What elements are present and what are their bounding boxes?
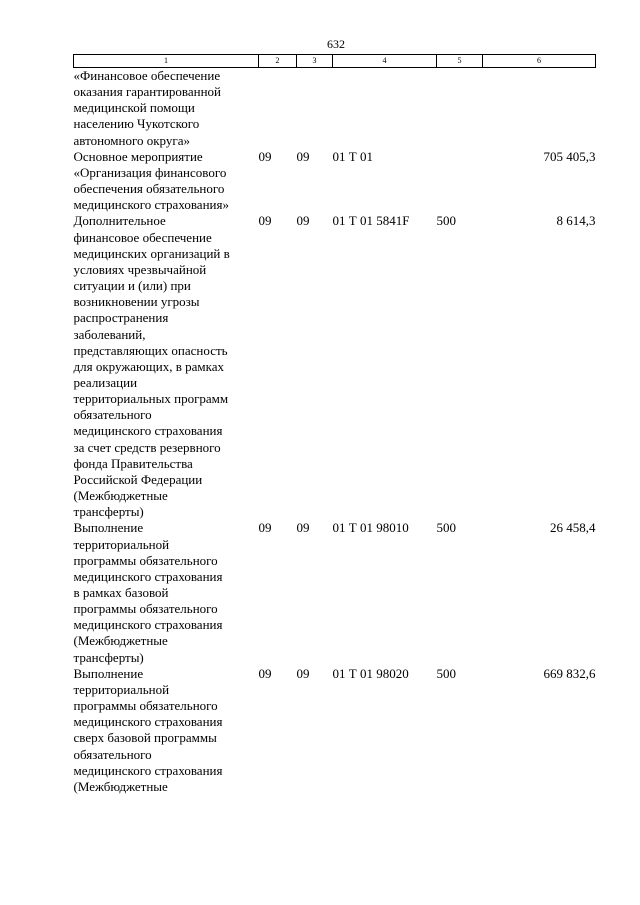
row-cell-3: 09 — [296, 665, 310, 681]
table-row — [74, 213, 596, 520]
table-row — [74, 68, 596, 149]
row-name-line: медицинского страхования — [73, 714, 223, 730]
row-name-line: условиях чрезвычайной — [73, 261, 207, 277]
row-name-line: Выполнение — [73, 665, 144, 681]
column-number-header — [74, 55, 596, 68]
row-name-line: финансовое обеспечение — [73, 229, 212, 245]
row-cell-4: 01 Т 01 5841F — [332, 213, 410, 229]
row-cell-5 — [437, 68, 483, 149]
row-cell-6: 26 458,4 — [550, 520, 596, 536]
row-name-line: медицинского страхования — [73, 568, 223, 584]
table-row — [74, 149, 596, 214]
row-name-line: представляющих опасность — [73, 342, 228, 358]
row-name-cell — [74, 68, 259, 149]
row-name-line: программы обязательного — [73, 698, 218, 714]
row-name-line: возникновении угрозы — [73, 294, 200, 310]
row-cell-2: 09 — [258, 665, 272, 681]
row-cell-2: 09 — [258, 520, 272, 536]
row-name-line: сверх базовой программы — [73, 730, 217, 746]
row-name-line: медицинских организаций в — [73, 245, 230, 261]
row-name-line: реализации — [73, 374, 138, 390]
row-name-line: обязательного — [73, 407, 152, 423]
table-body — [74, 68, 596, 796]
row-name-line: трансферты) — [73, 504, 144, 520]
row-name-line: автономного округа» — [73, 132, 190, 148]
row-name-line: «Организация финансового — [73, 164, 227, 180]
row-name-line: обязательного — [73, 746, 152, 762]
row-cell-4: 01 Т 01 98020 — [332, 665, 409, 681]
row-name-line: оказания гарантированной — [73, 84, 222, 100]
row-name-line: территориальной — [73, 536, 170, 552]
row-name-line: (Межбюджетные — [73, 633, 168, 649]
column-header-3: 3 — [297, 55, 333, 68]
row-cell-3: 09 — [296, 520, 310, 536]
row-cell-3: 09 — [296, 213, 310, 229]
row-name-line: для окружающих, в рамках — [73, 358, 225, 374]
row-name-line: в рамках базовой — [73, 585, 169, 600]
row-cell-2: 09 — [258, 148, 272, 164]
row-name-line: за счет средств резервного — [73, 439, 221, 455]
row-cell-3 — [297, 68, 333, 149]
row-cell-5: 500 — [436, 665, 456, 681]
column-header-1: 1 — [74, 55, 259, 68]
row-cell-3: 09 — [296, 148, 310, 164]
row-name-line: медицинского страхования — [73, 762, 223, 778]
row-name-line: Российской Федерации — [73, 471, 203, 487]
row-name-line: «Финансовое обеспечение — [73, 68, 221, 83]
table-row — [74, 666, 596, 795]
row-name-line: медицинского страхования — [73, 617, 223, 633]
column-header-5: 5 — [437, 55, 483, 68]
row-name-line: Основное мероприятие — [73, 148, 203, 164]
row-cell-6: 705 405,3 — [543, 148, 596, 164]
row-name-line: программы обязательного — [73, 552, 218, 568]
row-cell-2: 09 — [258, 213, 272, 229]
row-cell-6: 669 832,6 — [543, 665, 596, 681]
column-header-4: 4 — [333, 55, 437, 68]
row-cell-5: 500 — [436, 520, 456, 536]
row-name-line: медицинского страхования — [73, 423, 223, 439]
row-name-line: медицинского страхования» — [73, 197, 229, 213]
row-cell-5 — [437, 149, 483, 214]
row-name-line: территориальных программ — [73, 391, 229, 407]
row-name-line: медицинской помощи — [73, 100, 195, 116]
row-name-line: населению Чукотского — [73, 116, 200, 132]
row-name-line: трансферты) — [73, 649, 144, 665]
row-name-line: заболеваний, — [73, 326, 146, 342]
row-cell-2 — [259, 68, 297, 149]
row-name-line: (Межбюджетные — [73, 488, 168, 504]
row-name-line: фонда Правительства — [73, 455, 193, 471]
row-cell-4: 01 Т 01 — [332, 148, 373, 164]
row-name-line: Выполнение — [73, 520, 144, 536]
budget-table — [73, 54, 596, 795]
column-header-6: 6 — [483, 55, 596, 68]
row-cell-6 — [483, 68, 596, 149]
row-name-line: программы обязательного — [73, 601, 218, 617]
row-name-cell — [74, 666, 259, 795]
row-name-cell — [74, 149, 259, 214]
row-cell-4: 01 Т 01 98010 — [332, 520, 409, 536]
row-name-line: обеспечения обязательного — [73, 181, 225, 197]
page-number: 632 — [327, 37, 345, 51]
column-header-2: 2 — [259, 55, 297, 68]
row-name-line: Дополнительное — [73, 213, 166, 229]
row-name-line: (Межбюджетные — [73, 778, 168, 794]
row-name-line: территориальной — [73, 681, 170, 697]
row-name-cell — [74, 213, 259, 520]
row-name-cell — [74, 520, 259, 665]
row-name-line: распространения — [73, 310, 169, 326]
table-row — [74, 520, 596, 665]
row-cell-6: 8 614,3 — [556, 213, 596, 229]
row-cell-5: 500 — [436, 213, 456, 229]
row-name-line: ситуации и (или) при — [73, 278, 191, 294]
row-cell-4 — [333, 68, 437, 149]
